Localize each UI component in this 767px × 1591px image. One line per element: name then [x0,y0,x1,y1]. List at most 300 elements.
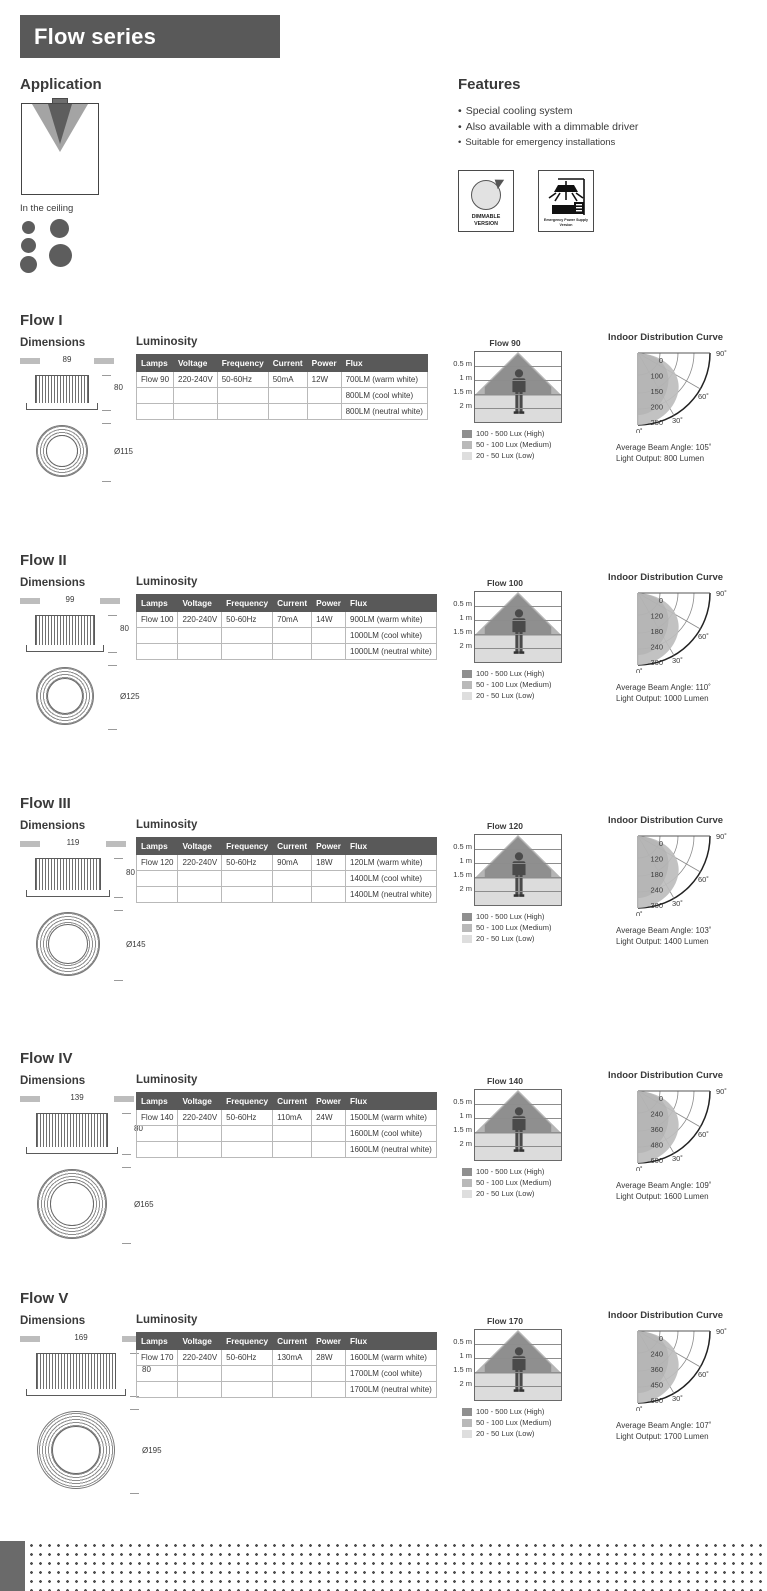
light-output-value: 1400 Lumen [664,937,709,946]
beam-angle-value: 105 [695,443,709,452]
light-output-label: Light Output: [616,694,665,703]
table-header-cell: Power [312,595,346,612]
polar-tick-label: 120 [650,854,663,864]
table-row [137,628,437,644]
table-header-cell: Lamps [137,838,178,855]
polar-angle-label: 0˚ [636,910,643,916]
feature-item: • Special cooling system [458,103,758,119]
lux-row-label: 1.5 m [453,387,472,396]
table-cell: 1700LM (neutral white) [346,1382,437,1398]
beam-angle-line: Average Beam Angle: 110˚ [616,683,711,692]
mounting-dots-group [20,219,130,271]
dimensions-heading: Dimensions [20,1315,86,1327]
table-cell [137,404,174,420]
light-output-label: Light Output: [616,1432,665,1441]
lux-diagram-title: Flow 170 [487,1316,523,1326]
legend-swatch [462,1179,472,1187]
lux-gridline [475,1344,561,1345]
distribution-curve-footnotes [616,442,767,464]
table-header-cell: Power [312,1333,346,1350]
lux-gridline [475,394,561,395]
polar-tick-label: 180 [650,870,663,879]
table-header-cell: Current [268,355,307,372]
legend-item [462,439,562,450]
table-header-cell: Current [273,838,312,855]
dimensions-column [20,820,146,986]
lux-gridline [475,648,561,649]
distribution-curve-footnotes [616,682,767,704]
beam-angle-value: 110 [695,683,709,692]
dimension-diameter-value: Ø115 [114,447,133,456]
legend-swatch [462,681,472,689]
distribution-curve-block [608,332,767,464]
table-header-row [137,595,437,612]
table-cell [178,1382,222,1398]
polar-tick-label: 360 [650,1125,663,1134]
lux-gridline [475,366,561,367]
polar-angle-label: 60˚ [698,392,709,401]
table-header-cell: Lamps [137,1093,178,1110]
legend-item [462,428,562,439]
dimensions-column [20,337,135,487]
polar-tick-label: 150 [650,387,663,396]
lux-gridline [475,1132,561,1133]
lux-person-silhouette [475,352,561,422]
legend-swatch [462,452,472,460]
table-header-cell: Frequency [222,595,273,612]
table-cell [273,871,312,887]
luminosity-heading: Luminosity [136,819,198,831]
table-cell [137,644,178,660]
polar-tick-label: 450 [650,1380,663,1390]
table-cell: 12W [307,372,341,388]
polar-tick-label: 0 [658,839,663,848]
legend-label: 20 - 50 Lux (Low) [476,1429,535,1438]
dimmer-knob-icon [471,180,501,210]
legend-item [462,911,562,922]
table-cell: 130mA [273,1350,312,1366]
polar-angle-label: 90˚ [716,589,727,598]
table-cell: 1400LM (cool white) [346,871,437,887]
legend-label: 50 - 100 Lux (Medium) [476,1178,552,1187]
table-cell [178,1142,222,1158]
legend-item [462,1417,562,1428]
lux-person-silhouette [475,1330,561,1400]
legend-label: 50 - 100 Lux (Medium) [476,923,552,932]
lux-diagram-title: Flow 140 [487,1076,523,1086]
lux-legend [462,1406,562,1439]
table-cell: 50mA [268,372,307,388]
beam-angle-line: Average Beam Angle: 109˚ [616,1181,712,1190]
product-title: Flow V [20,1290,69,1307]
distribution-curve-footnotes [616,1420,767,1442]
beam-angle-label: Average Beam Angle: [616,926,696,935]
polar-diagram-svg [608,1325,758,1411]
table-header-cell: Flux [346,595,437,612]
dimension-diameter-value: Ø125 [120,692,140,701]
dimension-width-value: 139 [70,1093,84,1102]
table-header-cell: Voltage [178,595,222,612]
polar-diagram-svg [608,1085,758,1171]
table-cell: 1600LM (cool white) [346,1126,437,1142]
polar-angle-label: 0˚ [636,1165,643,1171]
dimension-width-line [20,838,126,851]
light-output-line [616,936,767,947]
polar-tick-label: 480 [650,1140,663,1150]
table-cell [222,871,273,887]
legend-label: 100 - 500 Lux (High) [476,1407,545,1416]
polar-tick-label: 120 [650,611,663,621]
emergency-power-supply-icon [538,170,594,232]
table-cell: 700LM (warm white) [341,372,427,388]
table-cell [273,628,312,644]
lux-legend [462,668,562,701]
table-cell: 50-60Hz [222,1350,273,1366]
distribution-curve-title: Indoor Distribution Curve [608,332,724,343]
polar-angle-label: 90˚ [716,349,727,358]
table-cell [307,404,341,420]
lux-person-silhouette [475,592,561,662]
mount-dot [49,244,72,267]
table-cell: 24W [312,1110,346,1126]
table-cell [174,404,218,420]
legend-swatch [462,935,472,943]
distribution-curve-footnotes [616,1180,767,1202]
table-cell [312,1142,346,1158]
dimension-width-value: 169 [74,1333,88,1342]
table-header-row [137,838,437,855]
lux-row-label: 1.5 m [453,1365,472,1374]
product-title: Flow II [20,552,67,569]
dimension-diameter-value: Ø165 [134,1200,154,1209]
polar-angle-label: 60˚ [698,875,709,884]
lux-row-label: 1 m [459,1111,472,1120]
legend-label: 50 - 100 Lux (Medium) [476,1418,552,1427]
dimension-height-value: 80 [134,1124,143,1133]
legend-item [462,450,562,461]
polar-tick-label: 0 [658,356,663,365]
side-view-drawing [20,371,132,415]
legend-label: 100 - 500 Lux (High) [476,912,545,921]
lux-person-silhouette [475,1090,561,1160]
table-header-cell: Power [307,355,341,372]
distribution-curve-block [608,572,767,704]
distribution-curve-block [608,1070,767,1202]
application-caption: In the ceiling [20,203,74,214]
table-cell: 800LM (cool white) [341,388,427,404]
polar-angle-label: 90˚ [716,1327,727,1336]
light-output-value: 1700 Lumen [664,1432,709,1441]
table-cell [222,887,273,903]
table-header-cell: Flux [346,1093,437,1110]
polar-tick-label: 240 [650,885,663,895]
table-cell: 220-240V [178,612,222,628]
table-cell [312,1382,346,1398]
lux-row-label: 0.5 m [453,359,472,368]
lux-diagram-title: Flow 120 [487,821,523,831]
legend-swatch [462,1168,472,1176]
legend-item [462,922,562,933]
table-cell [137,1382,178,1398]
table-header-cell: Voltage [178,838,222,855]
dimension-width-line [20,355,114,368]
table-header-cell: Frequency [222,1093,273,1110]
legend-swatch [462,913,472,921]
application-heading: Application [20,76,102,93]
polar-angle-label: 60˚ [698,632,709,641]
polar-angle-label: 30˚ [672,899,683,908]
lux-row-label: 0.5 m [453,1097,472,1106]
product-title: Flow I [20,312,63,329]
luminosity-heading: Luminosity [136,576,198,588]
page-title: Flow series [34,23,157,49]
emergency-label-line2: Version [559,223,573,227]
lux-room [474,351,562,423]
table-cell: 220-240V [174,372,218,388]
table-cell [137,871,178,887]
light-output-value: 800 Lumen [664,454,705,463]
legend-swatch [462,692,472,700]
table-cell [137,887,178,903]
lux-row-label: 2 m [459,641,472,650]
table-header-cell: Current [273,1093,312,1110]
polar-diagram-svg [608,347,758,433]
table-cell [222,628,273,644]
table-cell [312,887,346,903]
table-cell: 1600LM (warm white) [346,1350,437,1366]
table-cell: 220-240V [178,855,222,871]
top-view-drawing [20,908,144,986]
luminosity-heading: Luminosity [136,1314,198,1326]
polar-tick-label: 180 [650,627,663,636]
table-header-cell: Flux [341,355,427,372]
dimension-height-value: 80 [142,1365,151,1374]
lux-gridline [475,408,561,409]
legend-label: 100 - 500 Lux (High) [476,429,545,438]
lux-gridline [475,849,561,850]
legend-label: 100 - 500 Lux (High) [476,669,545,678]
beam-angle-label: Average Beam Angle: [616,443,696,452]
dimmable-label-line1: DIMMABLE [471,214,501,220]
product-title: Flow III [20,795,71,812]
dimensions-column [20,577,140,735]
polar-tick-label: 360 [650,1365,663,1374]
luminosity-column [136,576,437,660]
legend-item [462,679,562,690]
table-cell [137,388,174,404]
page-header-banner [20,15,280,58]
polar-diagram-svg [608,587,758,673]
table-cell: Flow 90 [137,372,174,388]
features-heading: Features [458,76,521,93]
distribution-curve-title: Indoor Distribution Curve [608,815,724,826]
table-cell [312,644,346,660]
dimension-width-value: 99 [65,595,75,604]
side-view-drawing [20,611,138,657]
legend-item [462,1177,562,1188]
table-cell: 1000LM (cool white) [346,628,437,644]
polar-tick-label: 300 [650,901,663,910]
light-output-line [616,693,767,704]
lux-row-label: 2 m [459,884,472,893]
table-cell: 18W [312,855,346,871]
lux-legend [462,911,562,944]
table-row [137,372,428,388]
table-cell [178,1366,222,1382]
lux-gridline [475,1372,561,1373]
legend-swatch [462,1190,472,1198]
side-view-drawing [20,1109,152,1159]
table-header-cell: Frequency [222,838,273,855]
lux-diagram-title: Flow 100 [487,578,523,588]
table-row [137,1142,437,1158]
beam-angle-label: Average Beam Angle: [616,683,696,692]
table-header-cell: Frequency [217,355,268,372]
lux-gridline [475,891,561,892]
lux-diagram [448,821,562,944]
table-cell [222,1382,273,1398]
polar-angle-label: 30˚ [672,656,683,665]
table-cell [174,388,218,404]
lux-diagram [448,578,562,701]
polar-angle-label: 30˚ [672,1394,683,1403]
table-cell [273,887,312,903]
table-cell: 70mA [273,612,312,628]
polar-angle-label: 60˚ [698,1130,709,1139]
lux-gridline [475,1386,561,1387]
polar-angle-label: 0˚ [636,427,643,433]
light-output-line [616,1191,767,1202]
table-cell: 50-60Hz [222,1110,273,1126]
table-row [137,1126,437,1142]
lux-legend [462,428,562,461]
table-cell [273,1382,312,1398]
polar-tick-label: 300 [650,658,663,667]
luminosity-table [136,837,437,903]
table-cell [222,644,273,660]
table-cell [312,1126,346,1142]
legend-label: 100 - 500 Lux (High) [476,1167,545,1176]
table-cell [273,1142,312,1158]
lux-row-label: 1 m [459,373,472,382]
table-cell [222,1142,273,1158]
lux-legend [462,1166,562,1199]
lux-row-label: 1.5 m [453,627,472,636]
beam-angle-line: Average Beam Angle: 103˚ [616,926,712,935]
table-header-row [137,1333,437,1350]
light-output-line [616,453,767,464]
mount-dot [20,256,37,273]
luminosity-table [136,594,437,660]
distribution-curve-block [608,1310,767,1442]
legend-label: 20 - 50 Lux (Low) [476,934,535,943]
lux-gridline [475,634,561,635]
table-header-cell: Lamps [137,595,178,612]
legend-label: 50 - 100 Lux (Medium) [476,680,552,689]
table-header-cell: Lamps [137,1333,178,1350]
features-list [458,103,758,151]
table-cell [137,1142,178,1158]
legend-item [462,1428,562,1439]
table-cell [268,404,307,420]
distribution-curve-title: Indoor Distribution Curve [608,1070,724,1081]
feature-icon-row [458,170,758,232]
lux-row-label: 1.5 m [453,870,472,879]
polar-diagram-svg [608,830,758,916]
table-cell [273,1126,312,1142]
lux-row-label: 0.5 m [453,842,472,851]
luminosity-heading: Luminosity [136,1074,198,1086]
legend-item [462,1406,562,1417]
lux-room [474,834,562,906]
dimension-height-value: 80 [126,868,135,877]
table-cell [307,388,341,404]
dimensions-column [20,1075,154,1249]
table-cell: 220-240V [178,1350,222,1366]
mount-dot [22,221,35,234]
table-cell [137,1126,178,1142]
lux-diagram [448,1076,562,1199]
table-header-cell: Current [273,595,312,612]
table-cell [222,1366,273,1382]
top-view-drawing [20,663,138,735]
table-cell [312,628,346,644]
distribution-curve-block [608,815,767,947]
table-cell [137,1366,178,1382]
legend-item [462,668,562,679]
beam-angle-value: 109 [695,1181,709,1190]
table-header-cell: Power [312,838,346,855]
polar-tick-label: 0 [658,596,663,605]
polar-tick-label: 240 [650,1349,663,1359]
table-cell: 28W [312,1350,346,1366]
table-cell: 1400LM (neutral white) [346,887,437,903]
beam-angle-label: Average Beam Angle: [616,1421,696,1430]
legend-swatch [462,1408,472,1416]
polar-angle-label: 0˚ [636,1405,643,1411]
table-cell [222,1126,273,1142]
polar-tick-label: 200 [650,402,663,412]
polar-angle-label: 0˚ [636,667,643,673]
legend-label: 50 - 100 Lux (Medium) [476,440,552,449]
legend-swatch [462,430,472,438]
polar-tick-label: 240 [650,1109,663,1119]
polar-tick-label: 0 [658,1334,663,1343]
table-cell [178,871,222,887]
polar-angle-label: 90˚ [716,832,727,841]
table-row [137,644,437,660]
table-header-cell: Current [273,1333,312,1350]
feature-item: • Suitable for emergency installations [458,135,758,151]
legend-label: 20 - 50 Lux (Low) [476,451,535,460]
table-cell: 1500LM (warm white) [346,1110,437,1126]
lux-room [474,1089,562,1161]
light-output-line [616,1431,767,1442]
table-cell: 220-240V [178,1110,222,1126]
product-title: Flow IV [20,1050,73,1067]
polar-tick-label: 600 [650,1396,663,1405]
legend-label: 20 - 50 Lux (Low) [476,691,535,700]
beam-angle-line: Average Beam Angle: 107˚ [616,1421,712,1430]
table-cell: Flow 100 [137,612,178,628]
lux-gridline [475,620,561,621]
table-cell: 800LM (neutral white) [341,404,427,420]
table-cell [178,887,222,903]
polar-angle-label: 90˚ [716,1087,727,1096]
table-row [137,1382,437,1398]
legend-swatch [462,924,472,932]
luminosity-column [136,336,428,420]
